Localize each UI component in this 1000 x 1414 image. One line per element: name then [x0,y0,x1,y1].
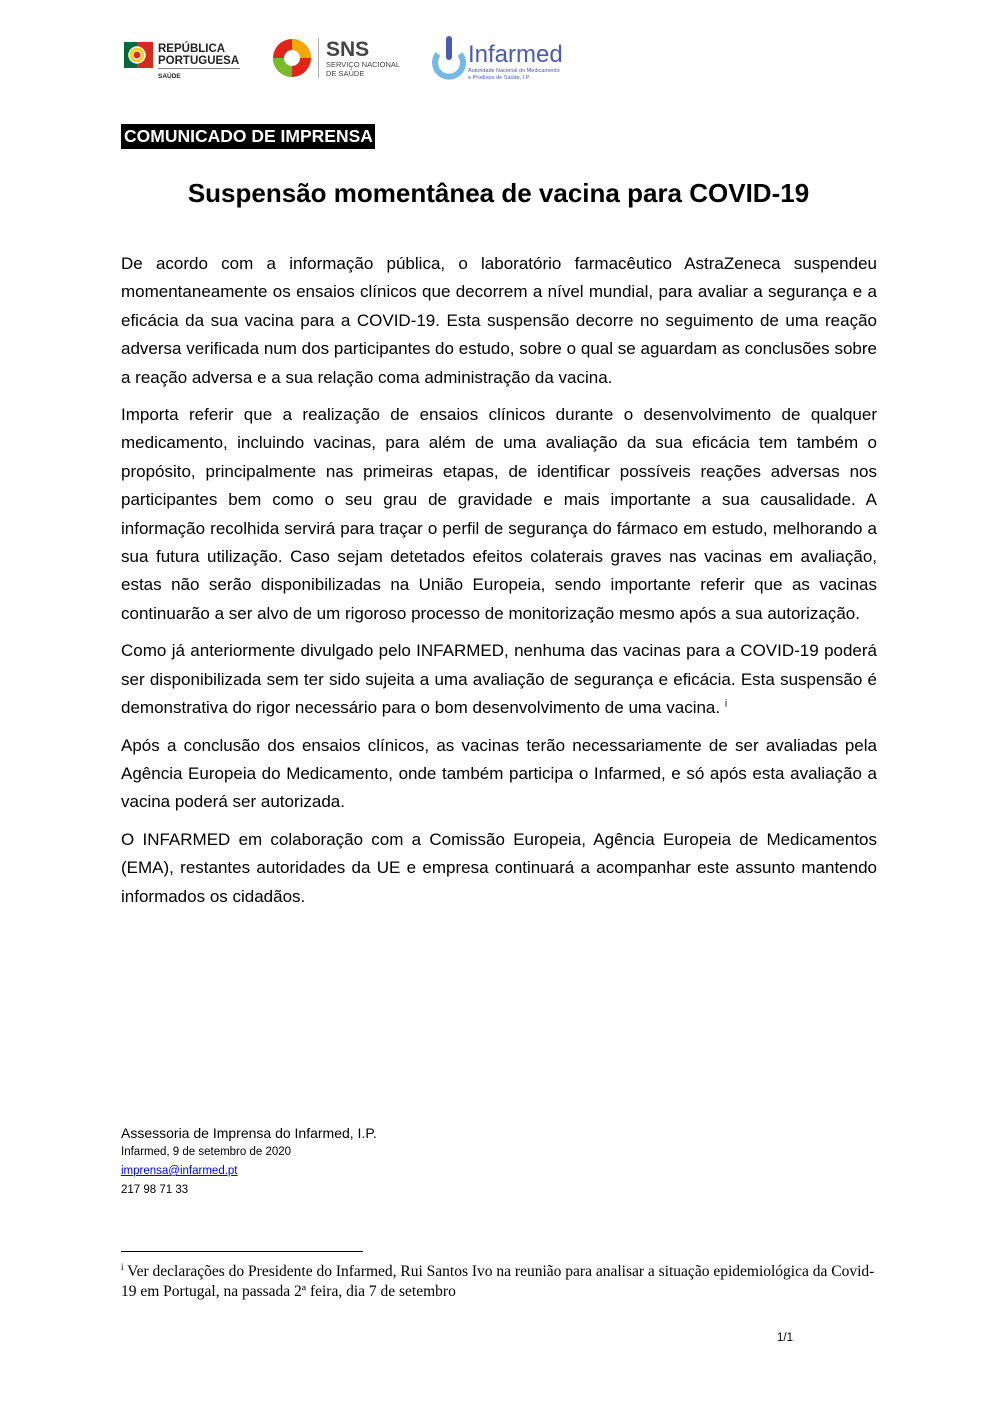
contact-phone: 217 98 71 33 [121,1184,189,1196]
paragraph-3-text: Como já anteriormente divulgado pelo INFARMED, nenhuma das vacinas para a COVID-19 poderá ser disponibilizada sem ter sido sujeita a uma avaliação de segurança e eficácia. Esta suspensão é demonstrativa do rigor necessário para o bom desenvolvimento de uma vacina. [121,641,877,718]
svg-text:SNS: SNS [326,38,370,61]
paragraph-2: Importa referir que a realização de ensaios clínicos durante o desenvolvimento de qualquer medicamento, incluindo vacinas, para além de uma avaliação da sua eficácia tem também o propósito, principalmente nas primeiras etapas, de identificar possíveis reações adversas nos participantes bem como o seu grau de gravidade e mais importante a sua causalidade. A informação recolhida servirá para traçar o perfil de segurança do fármaco em estudo, melhorando a sua futura utilização. Caso sejam detetados efeitos colaterais graves nas vacinas em avaliação, estas não serão disponibilizadas na União Europeia, sendo importante referir que as vacinas continuarão a ser alvo de um rigoroso processo de monitorização mesmo após a sua autorização. [121,405,877,623]
republica-portuguesa-logo [120,34,250,84]
svg-text:DE SAÚDE: DE SAÚDE [326,69,365,78]
svg-text:SERVIÇO NACIONAL: SERVIÇO NACIONAL [326,60,400,69]
press-release-label: COMUNICADO DE IMPRENSA [121,124,375,149]
paragraph-5: O INFARMED em colaboração com a Comissão Europeia, Agência Europeia de Medicamentos (EMA), restantes autoridades da UE e empresa continuará a acompanhar este assunto mantendo informados os cidadãos. [121,829,877,906]
page-number: 1/1 [777,1332,793,1344]
contact-block [121,1123,621,1200]
contact-org: Assessoria de Imprensa do Infarmed, I.P. [121,1125,377,1141]
infarmed-logo [430,34,580,84]
footnote-reference[interactable]: i [724,698,728,710]
document-title: Suspensão momentânea de vacina para COVID-19 [187,178,810,208]
svg-text:e Produtos de Saúde, I.P.: e Produtos de Saúde, I.P. [468,75,531,81]
footnote-divider [121,1251,363,1252]
contact-date: Infarmed, 9 de setembro de 2020 [121,1146,292,1158]
paragraph-4: Após a conclusão dos ensaios clínicos, as vacinas terão necessariamente de ser avaliadas pela Agência Europeia do Medicamento, onde também participa o Infarmed, e só após esta avaliação a vacina poderá ser autorizada. [121,735,877,812]
paragraph-3 [121,637,877,722]
footnote-marker: i [121,1261,124,1272]
footnote-text: Ver declarações do Presidente do Infarmed, Rui Santos Ivo na reunião para analisar a situação epidemiológica da Covid-19 em Portugal, na passada 2ª feira, dia 7 de setembro [121,1263,875,1300]
svg-text:Infarmed: Infarmed [468,41,563,68]
svg-text:Autoridade Nacional do Medicam: Autoridade Nacional do Medicamento [468,68,560,74]
paragraph-1: De acordo com a informação pública, o laboratório farmacêutico AstraZeneca suspendeu momentaneamente os ensaios clínicos que decorrem a nível mundial, para avaliar a segurança e a eficácia da sua vacina para a COVID-19. Esta suspensão decorre no seguimento de uma reação adversa verificada num dos participantes do estudo, sobre o qual se aguardam as conclusões sobre a reação adversa e a sua relação coma administração da vacina. [121,254,877,387]
contact-email-link[interactable]: imprensa@infarmed.pt [121,1165,238,1177]
svg-text:REPÚBLICA: REPÚBLICA [158,43,226,55]
svg-text:SAÚDE: SAÚDE [158,73,181,80]
svg-text:PORTUGUESA: PORTUGUESA [158,55,240,67]
sns-logo [270,34,400,84]
document-body [121,250,877,920]
footnote [121,1262,881,1302]
